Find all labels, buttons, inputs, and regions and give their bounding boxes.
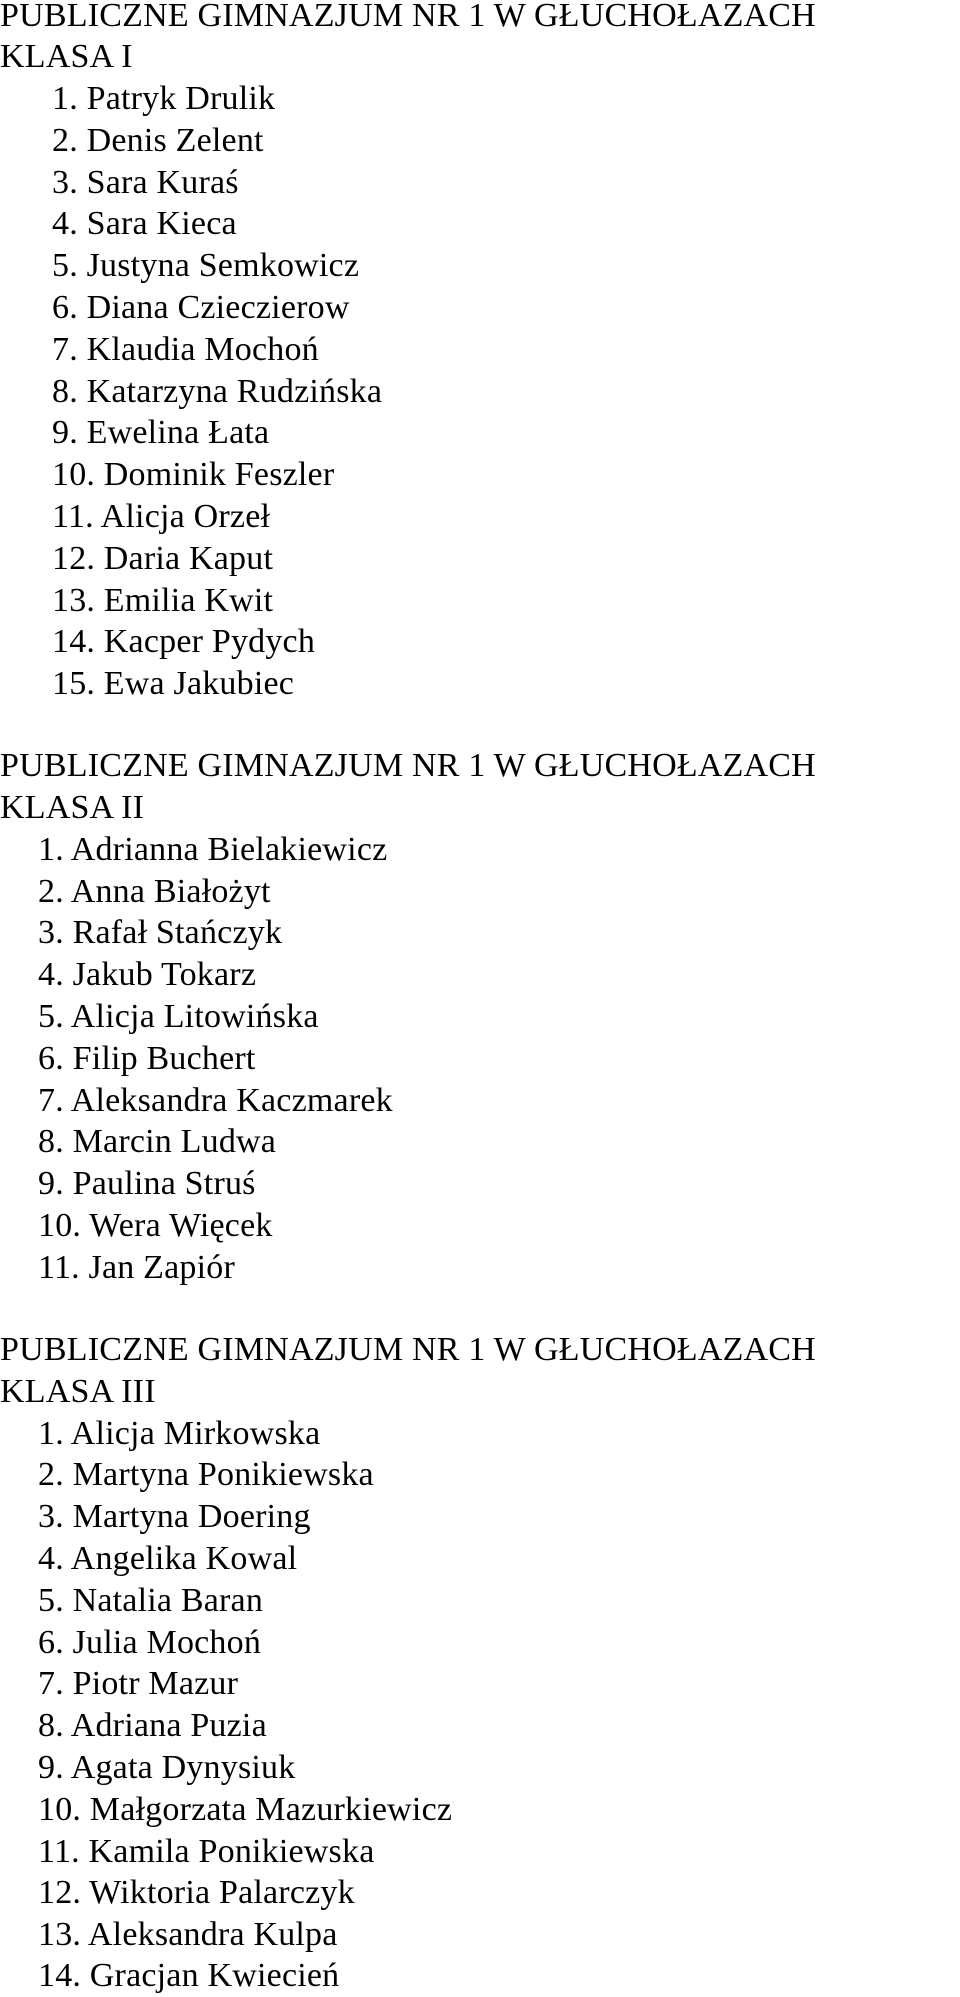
- student-item: 10. Wera Więcek: [38, 1207, 273, 1244]
- student-item: 9. Ewelina Łata: [52, 414, 270, 451]
- student-item: 11. Jan Zapiór: [38, 1249, 235, 1286]
- school-title-3: PUBLICZNE GIMNAZJUM NR 1 W GŁUCHOŁAZACH: [0, 1331, 816, 1368]
- student-item: 6. Julia Mochoń: [38, 1624, 262, 1661]
- student-item: 2. Denis Zelent: [52, 122, 264, 159]
- student-item: 9. Agata Dynysiuk: [38, 1749, 296, 1786]
- student-item: 5. Natalia Baran: [38, 1582, 264, 1619]
- student-item: 6. Diana Czieczierow: [52, 289, 350, 326]
- student-item: 11. Alicja Orzeł: [52, 498, 271, 535]
- student-item: 4. Sara Kieca: [52, 205, 237, 242]
- student-item: 8. Marcin Ludwa: [38, 1123, 277, 1160]
- class-heading-2: KLASA II: [0, 789, 145, 826]
- class-heading-3: KLASA III: [0, 1373, 156, 1410]
- student-item: 5. Alicja Litowińska: [38, 998, 319, 1035]
- student-item: 3. Martyna Doering: [38, 1498, 311, 1535]
- student-item: 12. Wiktoria Palarczyk: [38, 1874, 355, 1911]
- student-item: 6. Filip Buchert: [38, 1040, 256, 1077]
- student-item: 12. Daria Kaput: [52, 540, 274, 577]
- student-item: 13. Aleksandra Kulpa: [38, 1916, 338, 1953]
- class-heading-1: KLASA I: [0, 38, 133, 75]
- student-item: 3. Sara Kuraś: [52, 164, 239, 201]
- student-item: 8. Katarzyna Rudzińska: [52, 373, 383, 410]
- student-item: 2. Anna Białożyt: [38, 873, 271, 910]
- student-item: 1. Alicja Mirkowska: [38, 1415, 321, 1452]
- student-item: 1. Adrianna Bielakiewicz: [38, 831, 388, 868]
- student-item: 13. Emilia Kwit: [52, 582, 274, 619]
- student-item: 15. Ewa Jakubiec: [52, 665, 295, 702]
- student-item: 1. Patryk Drulik: [52, 80, 276, 117]
- student-item: 5. Justyna Semkowicz: [52, 247, 360, 284]
- student-item: 8. Adriana Puzia: [38, 1707, 267, 1744]
- student-item: 10. Małgorzata Mazurkiewicz: [38, 1791, 453, 1828]
- student-item: 9. Paulina Struś: [38, 1165, 256, 1202]
- student-item: 4. Angelika Kowal: [38, 1540, 298, 1577]
- student-item: 11. Kamila Ponikiewska: [38, 1833, 375, 1870]
- student-item: 10. Dominik Feszler: [52, 456, 335, 493]
- student-item: 3. Rafał Stańczyk: [38, 914, 283, 951]
- student-item: 7. Piotr Mazur: [38, 1665, 239, 1702]
- student-item: 7. Klaudia Mochoń: [52, 331, 319, 368]
- student-item: 14. Kacper Pydych: [52, 623, 316, 660]
- student-item: 7. Aleksandra Kaczmarek: [38, 1082, 393, 1119]
- student-item: 2. Martyna Ponikiewska: [38, 1456, 374, 1493]
- school-title-2: PUBLICZNE GIMNAZJUM NR 1 W GŁUCHOŁAZACH: [0, 747, 816, 784]
- student-item: 4. Jakub Tokarz: [38, 956, 257, 993]
- school-title-1: PUBLICZNE GIMNAZJUM NR 1 W GŁUCHOŁAZACH: [0, 0, 816, 34]
- student-item: 14. Gracjan Kwiecień: [38, 1957, 340, 1994]
